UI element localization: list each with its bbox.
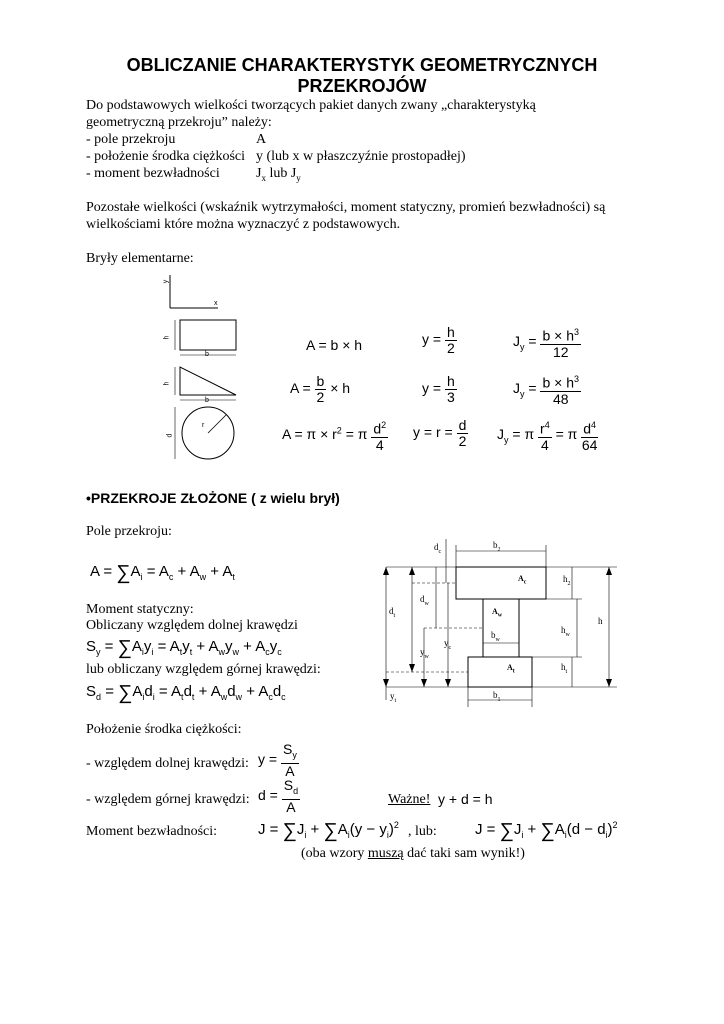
circle-d-label: d [166,433,174,438]
axis-y-label: y [162,279,170,284]
label-b2: $b_2$ [493,540,501,553]
formula-tri-j: $J_y$ = $\frac{b \times h^3}{48}$ [513,374,580,407]
inertia-heading: Moment bezwładności: [86,824,218,839]
label-dc: $d_c$ [434,542,442,555]
label-dw: $d_w$ [420,594,429,607]
formula-sd: $S_d = \sum A_id_i = A_td_t + A_wd_w + A_cd_c$ [86,682,286,704]
formula-circle-area: $A = \pi \times r^2 = \pi$ $\frac{d^2}{4}$ [282,420,387,453]
triangle-shape [180,367,236,395]
list-item-value: y (lub x w płaszczyźnie prostopadłej) [256,149,466,164]
other-line1: Pozostałe wielkości (wskaźnik wytrzymałości, moment statyczny, promień bezwładności) są [86,200,606,215]
formula-rect-j: $J_y$ = $\frac{b \times h^3}{12}$ [513,327,580,360]
static-upper: lub obliczany względem górnej krawędzi: [86,662,321,677]
label-b1: $b_1$ [493,690,501,703]
list-item: - pole przekroju [86,132,176,147]
static-lower: Obliczany względem dolnej krawędzi [86,618,298,633]
label-h2: $h_2$ [563,574,571,587]
page-title-line2: PRZEKROJÓW [297,76,427,96]
note: (oba wzory muszą dać taki sam wynik!) [301,846,525,861]
intro-line2: geometryczną przekroju” należy: [86,115,272,130]
intro-line1: Do podstawowych wielkości tworzących pakiet danych zwany „charakterystyką [86,98,536,113]
formula-area-sum: $A = \sum A_i = A_c + A_w + A_t$ [90,562,235,584]
rect-b-label: b [205,351,209,358]
axis-x-label: x [214,300,218,307]
or-label: , lub: [408,824,437,839]
important-label: Ważne! [388,792,431,807]
label-dt: $d_t$ [389,606,396,619]
label-yw: $y_w$ [420,647,429,660]
static-heading: Moment statyczny: [86,602,194,617]
centroid-heading: Położenie środka ciężkości: [86,722,242,737]
rectangle-shape [180,320,236,350]
tri-h-label: h [163,381,171,386]
label-hw: $h_w$ [561,625,570,638]
formula-j-lower: $J = \sum J_i + \sum A_i(y - y_i)^2$ [258,820,399,842]
other-line2: wielkościami które można wyznaczyć z podstawowych. [86,217,401,232]
bottom-flange [468,657,532,687]
formula-rect-area: A = b × h [306,337,363,353]
list-item-value: $J_x$ lub $J_y$ [256,166,301,183]
rect-h-label: h [163,335,171,340]
elementary-heading: Bryły elementarne: [86,251,194,266]
label-At: $A_t$ [507,663,515,675]
formula-circle-j: $J_y = \pi$ $\frac{r^4}{4}$ = π $\frac{d^4}{64}$ [497,420,598,453]
elementary-shapes-diagram [150,270,260,460]
list-item: - położenie środka ciężkości [86,149,245,164]
list-item-value: A [256,132,267,147]
formula-rect-y: y = $\frac{h}{2}$ [422,324,455,356]
formula-tri-y: y = $\frac{h}{3}$ [422,373,455,405]
page-title: OBLICZANIE CHARAKTERYSTYK GEOMETRYCZNYCH [126,55,598,75]
formula-circle-y: y = r = $\frac{d}{2}$ [413,417,467,449]
tri-b-label: b [205,397,209,404]
formula-y-centroid: y = $\frac{S_y}{A}$ [258,741,297,779]
area-heading: Pole przekroju: [86,524,172,539]
formula-tri-area: A = $\frac{b}{2}$ × h [290,373,351,405]
top-flange [456,567,546,599]
centroid-upper: - względem górnej krawędzi: [86,792,250,807]
label-bw: $b_w$ [491,630,500,643]
list-item: - moment bezwładności [86,166,220,181]
circle-r-label: r [202,422,205,429]
composite-heading: •PRZEKROJE ZŁOŻONE ( z wielu brył) [86,490,340,506]
label-ht: $h_t$ [561,662,568,675]
label-yc: $y_c$ [444,638,452,651]
formula-d-centroid: d = $\frac{S_d}{A}$ [258,777,299,815]
label-Aw: $A_w$ [492,607,503,619]
formula-y-plus-d: y + d = h [438,791,493,807]
label-h: h [598,616,603,626]
label-Ac: $A_c$ [518,574,527,586]
label-yt: $y_t$ [390,691,397,704]
formula-j-upper: $J = \sum J_i + \sum A_i(d - d_i)^2$ [475,820,618,842]
formula-sy: $S_y = \sum A_iy_i = A_ty_t + A_wy_w + A_cy_c$ [86,637,282,659]
centroid-lower: - względem dolnej krawędzi: [86,756,249,771]
